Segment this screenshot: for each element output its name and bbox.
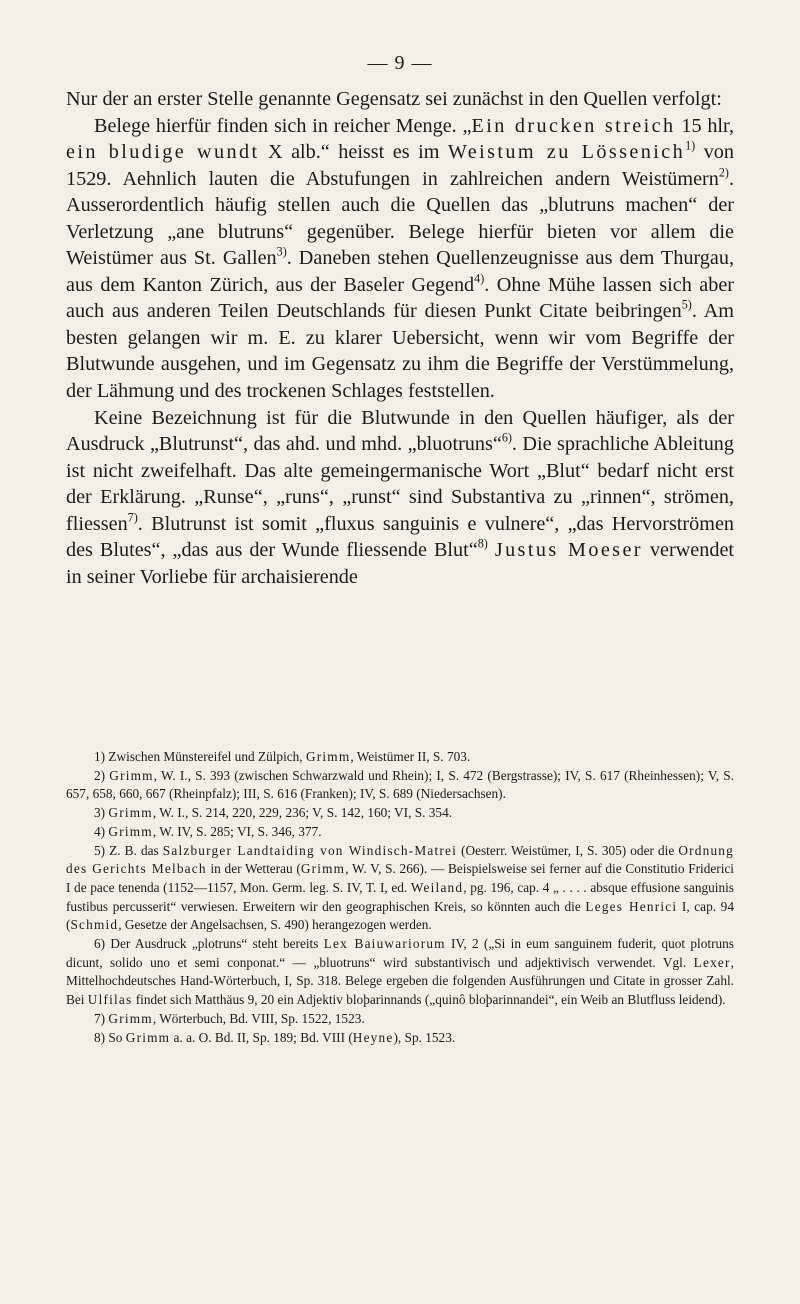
text-run: 6) Der Ausdruck „plotruns“ steht bereits: [94, 936, 324, 952]
spaced-emphasis-text: Heyne: [352, 1029, 394, 1045]
spaced-emphasis-text: Grimm: [300, 861, 346, 877]
spaced-emphasis-text: Weistum zu Lössenich: [447, 141, 686, 164]
text-run: X alb.“ heisst es im: [259, 141, 448, 164]
text-run: , W. I., S. 393 (zwischen Schwarzwald und Rhein); I, S. 472 (Bergstrasse); IV, S. 617 (Rheinhessen); V, S. 657, 658, 660, 667 (Rheinpfalz); III, S. 616 (Franken); IV, S. 689 (Niedersachsen).: [66, 767, 734, 802]
text-run: IV, 2 („Si in eum sanguinem fuderit, quot plotruns dicunt, solido uno et semi conponat.“ — „bluotruns“ wird substantivisch und adjektivisch verwendet. Vgl.: [66, 936, 734, 970]
footnote: [66, 823, 734, 842]
text-run: , W. I., S. 214, 220, 229, 236; V, S. 142, 160; VI, S. 354.: [152, 805, 453, 821]
text-run: Belege hierfür finden sich in reicher Menge. „: [94, 114, 472, 137]
footnote-reference: 1): [685, 138, 696, 153]
spaced-emphasis-text: Salzburger Landtaiding von Windisch-Matrei: [162, 842, 457, 858]
text-run: . Ausserordentlich häufig stellen auch die Quellen das „blutruns machen“ der Verletzung „ane blutruns“ gegenüber. Belege hierfür bieten vor allem die Weistümer aus St. Gallen: [66, 167, 734, 270]
footnote: [66, 804, 734, 823]
footnote-reference: 3): [276, 244, 287, 259]
spaced-emphasis-text: Grimm: [108, 805, 153, 821]
text-run: , pg. 196, cap. 4 „ . . . . absque effusione sanguinis fustibus percusserit“ verwiesen. Erweitern wir den geographischen Kreis, so könnten auch die: [66, 879, 734, 914]
text-run: . Die sprachliche Ableitung ist nicht zweifelhaft. Das alte gemeingermanische Wort „Blut“ bedarf nicht erst der Erklärung. „Runse“, „runs“, „runst“ sind Substantiva zu „rinnen“, strömen, fliessen: [66, 433, 734, 535]
text-run: , Wörterbuch, Bd. VIII, Sp. 1522, 1523.: [152, 1010, 365, 1026]
spaced-emphasis-text: ein bludige wundt: [66, 141, 260, 164]
footnote-reference: 8): [477, 536, 488, 551]
text-run: findet sich Matthäus 9, 20 ein Adjektiv bloþarinnands („quinô bloþarinnandei“, ein Weib an Blutfluss leidend).: [132, 992, 726, 1008]
text-run: a. a. O. Bd. II, Sp. 189; Bd. VIII (: [170, 1029, 353, 1045]
spaced-emphasis-text: Weiland: [410, 879, 464, 895]
spaced-emphasis-text: Leges Henrici: [585, 898, 678, 914]
text-run: . Ohne Mühe lassen sich aber auch aus anderen Teilen Deutschlands für diesen Punkt Citate beibringen: [66, 273, 734, 323]
spaced-emphasis-text: Grimm: [305, 749, 351, 764]
main-text: [66, 86, 734, 590]
text-run: . Am besten gelangen wir m. E. zu klarer Uebersicht, wenn wir vom Begriffe der Blutwunde ausgehen, und im Gegensatz zu ihm die Begriffe der Verstümmelung, der Lähmung und des trockenen Schlages feststellen.: [66, 300, 734, 403]
footnote-reference: 6): [501, 430, 512, 445]
footnote: [66, 1029, 734, 1048]
text-run: 15 hlr,: [675, 114, 734, 137]
footnote-reference: 5): [681, 297, 692, 312]
text-run: Nur der an erster Stelle genannte Gegensatz sei zunächst in den Quellen verfolgt:: [66, 88, 722, 110]
text-run: 5) Z. B. das: [94, 842, 163, 858]
text-run: , Weistümer II, S. 703.: [350, 749, 471, 764]
body-paragraph: [66, 86, 734, 113]
text-run: 4): [94, 823, 109, 839]
spaced-emphasis-text: Ulfilas: [87, 992, 133, 1008]
spaced-emphasis-text: Justus Moeser: [494, 539, 643, 562]
text-run: , Gesetze der Angelsachsen, S. 490) herangezogen werden.: [118, 917, 432, 933]
footnotes: [66, 748, 734, 1047]
text-run: ), Sp. 1523.: [393, 1029, 456, 1045]
footnote: [66, 935, 734, 1010]
footnote-reference: 4): [474, 271, 485, 286]
spaced-emphasis-text: Grimm: [108, 1010, 153, 1026]
footnote: [66, 1010, 734, 1029]
spaced-emphasis-text: Ordnung des Gerichts Melbach: [66, 842, 734, 877]
text-run: in der Wetterau (: [206, 861, 301, 877]
spaced-emphasis-text: Schmid: [70, 917, 119, 933]
spaced-emphasis-text: Grimm: [125, 1029, 171, 1045]
text-run: verwendet in seiner Vorliebe für archaisierende: [66, 539, 735, 588]
text-run: 1) Zwischen Münstereifel und Zülpich,: [94, 749, 306, 764]
text-run: von 1529. Aehnlich lauten die Abstufungen in zahlreichen andern Weistümern: [66, 141, 734, 190]
text-run: 7): [94, 1010, 109, 1026]
footnote-reference: 7): [127, 510, 138, 525]
text-run: . Blutrunst ist somit „fluxus sanguinis e vulnere“, „das Hervorströmen des Blutes“, „das aus der Wunde fliessende Blut“: [66, 512, 734, 562]
text-run: , Mittelhochdeutsches Hand-Wörterbuch, I, Sp. 318. Belege ergeben die folgenden Ausführungen und Citate in grosser Zahl. Bei: [66, 954, 734, 1008]
footnote: [66, 767, 734, 804]
text-run: 2): [94, 767, 110, 783]
text-run: , W. V, S. 266). — Beispielsweise sei ferner auf die Constitutio Friderici I de pace tenenda (1152—1157, Mon. Germ. leg. S. IV, T. I, ed.: [66, 861, 734, 895]
spaced-emphasis-text: Ein drucken streich: [471, 114, 676, 137]
spaced-emphasis-text: Lex Baiuwariorum: [323, 936, 446, 952]
footnote: [66, 748, 734, 767]
body-paragraph: [66, 113, 734, 405]
spaced-emphasis-text: Grimm: [109, 767, 154, 783]
text-run: 3): [94, 805, 109, 821]
footnote-reference: 2): [718, 165, 729, 180]
spaced-emphasis-text: Grimm: [108, 823, 153, 839]
text-run: Keine Bezeichnung ist für die Blutwunde in den Quellen häufiger, als der Ausdruck „Blutrunst“, das ahd. und mhd. „bluotruns“: [66, 406, 734, 456]
text-run: 8) So: [94, 1029, 126, 1045]
text-run: [488, 539, 495, 561]
page-number: — 9 —: [367, 52, 433, 74]
text-run: (Oesterr. Weistümer, I, S. 305) oder die: [457, 842, 679, 858]
text-run: , W. IV, S. 285; VI, S. 346, 377.: [152, 823, 322, 839]
spaced-emphasis-text: Lexer: [693, 954, 731, 970]
body-paragraph: [66, 405, 734, 591]
text-run: . Daneben stehen Quellenzeugnisse aus dem Thurgau, aus dem Kanton Zürich, aus der Baseler Gegend: [66, 247, 734, 296]
text-run: I, cap. 94 (: [66, 898, 734, 933]
footnote: [66, 842, 734, 936]
